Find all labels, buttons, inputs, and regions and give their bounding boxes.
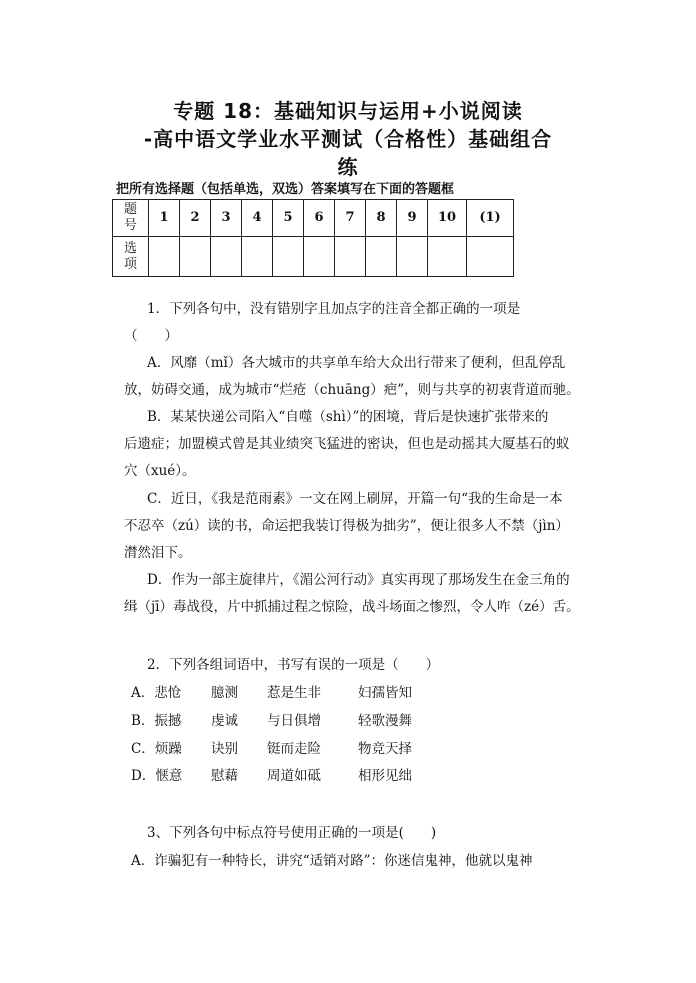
q2-b-word-4: 轻歌漫舞: [358, 713, 412, 729]
q1-option-a-line2: 放，妨碍交通，成为城市“烂疮（chuāng）疤”，则与共享的初衷背道而驰。: [124, 382, 580, 398]
q2-b-word-2: 虔诚: [211, 713, 238, 729]
answer-cell-7[interactable]: [335, 237, 366, 277]
number-cell: 6: [304, 200, 335, 237]
answer-cell-10[interactable]: [428, 237, 467, 277]
q1-option-d-line1: D．作为一部主旋律片，《湄公河行动》真实再现了那场发生在金三角的: [147, 572, 570, 588]
q2-d-word-2: 慰藉: [211, 768, 238, 784]
answer-table-number-row: [113, 200, 514, 237]
number-cell: 10: [428, 200, 467, 237]
q3-stem: 3、下列各句中标点符号使用正确的一项是( ): [147, 825, 437, 841]
q1-option-c-line3: 潸然泪下。: [124, 545, 192, 561]
answer-instruction: 把所有选择题（包括单选，双选）答案填写在下面的答题框: [116, 182, 455, 197]
q2-d-word-4: 相形见绌: [358, 768, 412, 784]
answer-cell-1[interactable]: [149, 237, 180, 277]
q1-stem-bracket: （ ）: [124, 328, 178, 344]
q2-c-word-3: 铤而走险: [267, 741, 321, 757]
q2-a-word-2: 臆测: [211, 685, 238, 701]
number-cell: 5: [273, 200, 304, 237]
answer-cell-8[interactable]: [366, 237, 397, 277]
q2-a-word-4: 妇孺皆知: [358, 685, 412, 701]
q2-d-word-1: D．惬意: [131, 768, 183, 784]
q1-option-c-line1: C．近日，《我是范雨素》一文在网上刷屏，开篇一句“我的生命是一本: [147, 491, 563, 507]
answer-cell-5[interactable]: [273, 237, 304, 277]
title-line-1: 专题 18：基础知识与运用+小说阅读: [173, 99, 523, 123]
number-cell: 1: [149, 200, 180, 237]
number-cell: 9: [397, 200, 428, 237]
answer-cell-9[interactable]: [397, 237, 428, 277]
q1-option-b-line1: B．某某快递公司陷入“自噬（shì）”的困境，背后是快速扩张带来的: [147, 409, 549, 425]
number-cell: 8: [366, 200, 397, 237]
q2-a-word-1: A．悲怆: [131, 685, 182, 701]
q2-c-word-4: 物竞天择: [358, 741, 412, 757]
q2-c-word-2: 诀别: [211, 741, 238, 757]
q2-a-word-3: 惹是生非: [267, 685, 321, 701]
q1-option-a-line1: A．风靡（mǐ）各大城市的共享单车给大众出行带来了便利，但乱停乱: [147, 355, 566, 371]
q1-stem: 1．下列各句中，没有错别字且加点字的注音全都正确的一项是: [147, 301, 521, 317]
q1-option-b-line3: 穴（xué）。: [124, 463, 196, 479]
number-cell: 3: [211, 200, 242, 237]
q2-c-word-1: C．烦躁: [131, 741, 182, 757]
q2-b-word-3: 与日俱增: [267, 713, 321, 729]
title-line-3: 练: [337, 155, 359, 179]
number-cell: 7: [335, 200, 366, 237]
q2-d-word-3: 周道如砥: [267, 768, 321, 784]
q1-option-c-line2: 不忍卒（zú）读的书，命运把我装订得极为拙劣”，便让很多人不禁（jìn）: [124, 518, 569, 534]
q2-stem: 2．下列各组词语中，书写有误的一项是（ ）: [147, 657, 440, 673]
answer-table: [112, 199, 514, 277]
option-header-cell: 选 项: [113, 237, 149, 277]
answer-cell-3[interactable]: [211, 237, 242, 277]
title-line-2: -高中语文学业水平测试（合格性）基础组合: [143, 127, 553, 151]
q1-option-b-line2: 后遗症；加盟模式曾是其业绩突飞猛进的密诀，但也是动摇其大厦基石的蚁: [124, 436, 570, 452]
q1-option-d-line2: 缉（jī）毒战役，片中抓捕过程之惊险，战斗场面之惨烈，令人咋（zé）舌。: [124, 599, 580, 615]
answer-cell-6[interactable]: [304, 237, 335, 277]
number-cell: 4: [242, 200, 273, 237]
number-cell: 2: [180, 200, 211, 237]
number-header-cell: 题 号: [113, 200, 149, 237]
answer-cell-2[interactable]: [180, 237, 211, 277]
q2-b-word-1: B．振撼: [131, 713, 182, 729]
answer-cell-4[interactable]: [242, 237, 273, 277]
answer-table-option-row: [113, 237, 514, 277]
number-cell: (1): [467, 200, 514, 237]
q3-option-a-line1: A．诈骗犯有一种特长，讲究“适销对路”：你迷信鬼神，他就以鬼神: [131, 853, 533, 869]
answer-cell-11[interactable]: [467, 237, 514, 277]
